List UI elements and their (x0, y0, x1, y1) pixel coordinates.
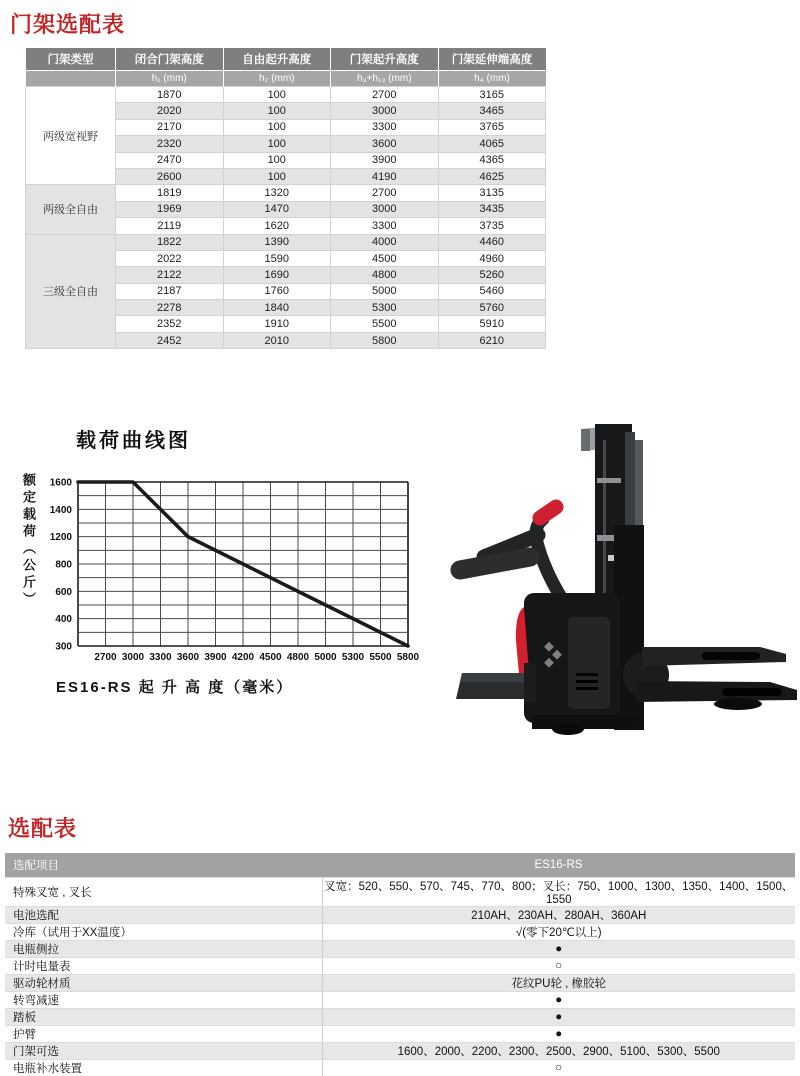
mast-table-cell: 1840 (223, 300, 331, 316)
mast-table-cell: 1870 (116, 87, 224, 103)
mast-table-cell: 4365 (438, 152, 546, 168)
y-tick-label: 600 (55, 587, 72, 598)
mast-table-cell: 5760 (438, 300, 546, 316)
subheader-h3: h₃+h₁₃ (mm) (331, 71, 439, 87)
mast-table-cell: 5000 (331, 283, 439, 299)
option-value: ○ (322, 958, 795, 975)
option-value: ● (322, 992, 795, 1009)
mast-table-row (26, 185, 546, 201)
option-label: 护臂 (5, 1026, 322, 1043)
options-table-row (5, 958, 795, 975)
mast-table-cell: 2470 (116, 152, 224, 168)
mast-table-cell: 2452 (116, 332, 224, 348)
mast-table-row (26, 234, 546, 250)
mast-table-title: 门架选配表 (10, 8, 125, 39)
y-tick-label: 300 (55, 642, 72, 653)
y-tick-label: 1200 (50, 532, 73, 543)
option-label: 计时电量表 (5, 958, 322, 975)
mast-table-cell: 2022 (116, 250, 224, 266)
mast-table-cell: 4460 (438, 234, 546, 250)
options-table-body (5, 878, 795, 1076)
options-table-title: 选配表 (8, 812, 77, 843)
y-tick-label: 800 (55, 560, 72, 571)
mast-table-cell: 3900 (331, 152, 439, 168)
mast-table-cell: 2010 (223, 332, 331, 348)
mast-group-label: 三级全自由 (26, 234, 116, 349)
option-value: ● (322, 1026, 795, 1043)
mast-table-cell: 4000 (331, 234, 439, 250)
mast-table-cell: 5260 (438, 267, 546, 283)
y-tick-label: 1400 (50, 505, 73, 516)
x-tick-label: 3000 (122, 652, 145, 663)
mast-table-cell: 5300 (331, 300, 439, 316)
mast-table-cell: 3600 (331, 136, 439, 152)
mast-table-cell: 1822 (116, 234, 224, 250)
mast-table-cell: 4625 (438, 168, 546, 184)
options-table-row (5, 924, 795, 941)
mast-table-cell: 100 (223, 103, 331, 119)
col-header-free-lift: 自由起升高度 (223, 48, 331, 71)
mast-table-cell: 3000 (331, 201, 439, 217)
option-value: √(零下20℃以上) (322, 924, 795, 941)
col-header-extended-height: 门架延伸端高度 (438, 48, 546, 71)
mast-table-cell: 3435 (438, 201, 546, 217)
mast-table-cell: 2700 (331, 185, 439, 201)
options-table-row (5, 1026, 795, 1043)
y-tick-label: 400 (55, 614, 72, 625)
mast-table-cell: 1760 (223, 283, 331, 299)
mast-table-cell: 2700 (331, 87, 439, 103)
mast-table-subheader-row (26, 71, 546, 87)
mast-table-row (26, 87, 546, 103)
option-label: 踏板 (5, 1009, 322, 1026)
subheader-h1: h₁ (mm) (116, 71, 224, 87)
mast-table-cell: 100 (223, 119, 331, 135)
option-label: 电池选配 (5, 907, 322, 924)
subheader-h4: h₄ (mm) (438, 71, 546, 87)
x-tick-label: 3300 (149, 652, 172, 663)
chart-y-axis-label: 额定载荷（公斤） (22, 473, 35, 633)
option-label: 特殊叉宽 , 叉长 (5, 878, 322, 907)
x-tick-label: 5500 (369, 652, 392, 663)
x-tick-label: 5000 (314, 652, 337, 663)
mast-table-cell: 1470 (223, 201, 331, 217)
subheader-h2: h₂ (mm) (223, 71, 331, 87)
product-image (440, 385, 800, 740)
mast-table-cell: 4065 (438, 136, 546, 152)
mast-table-cell: 1690 (223, 267, 331, 283)
options-table-row (5, 975, 795, 992)
options-table-header-row (5, 853, 795, 878)
mast-table-cell: 2020 (116, 103, 224, 119)
mast-table-cell: 2600 (116, 168, 224, 184)
option-label: 门架可选 (5, 1043, 322, 1060)
mast-group-label: 两级宽视野 (26, 87, 116, 185)
mast-table-cell: 2122 (116, 267, 224, 283)
mast-table-cell: 1969 (116, 201, 224, 217)
options-table-row (5, 1009, 795, 1026)
mast-table-cell: 3135 (438, 185, 546, 201)
mast-table-cell: 1910 (223, 316, 331, 332)
mast-selection-table (25, 48, 546, 349)
load-curve-chart (20, 460, 420, 675)
col-header-mast-type: 门架类型 (26, 48, 116, 71)
mast-table-cell: 2119 (116, 218, 224, 234)
mast-table-cell: 5800 (331, 332, 439, 348)
mast-group-label: 两级全自由 (26, 185, 116, 234)
option-label: 电瓶补水装置 (5, 1060, 322, 1076)
mast-table-cell: 4800 (331, 267, 439, 283)
mast-table-header-row (26, 48, 546, 71)
mast-table-cell: 4960 (438, 250, 546, 266)
mast-table-cell: 100 (223, 87, 331, 103)
mast-table-cell: 2278 (116, 300, 224, 316)
subheader-empty (26, 71, 116, 87)
mast-table-cell: 1590 (223, 250, 331, 266)
option-value: 1600、2000、2200、2300、2500、2900、5100、5300、5500 (322, 1043, 795, 1060)
mast-table-cell: 5500 (331, 316, 439, 332)
option-value: 叉宽：520、550、570、745、770、800；叉长：750、1000、1300、1350、1400、1500、1550 (322, 878, 795, 907)
col-header-closed-height: 闭合门架高度 (116, 48, 224, 71)
x-tick-label: 3600 (177, 652, 200, 663)
options-table-row (5, 907, 795, 924)
x-tick-label: 5800 (397, 652, 420, 663)
option-value: 210AH、230AH、280AH、360AH (322, 907, 795, 924)
mast-table-cell: 3165 (438, 87, 546, 103)
mast-table-cell: 1390 (223, 234, 331, 250)
option-label: 驱动轮材质 (5, 975, 322, 992)
mast-table-cell: 100 (223, 168, 331, 184)
mast-table-cell: 1320 (223, 185, 331, 201)
mast-table-cell: 4500 (331, 250, 439, 266)
options-header-model: ES16-RS (322, 853, 795, 878)
option-value: ○ (322, 1060, 795, 1076)
y-tick-label: 1600 (50, 478, 73, 489)
mast-table-cell: 2320 (116, 136, 224, 152)
option-label: 转弯减速 (5, 992, 322, 1009)
mast-table-cell: 3465 (438, 103, 546, 119)
mast-table-cell: 1620 (223, 218, 331, 234)
mast-table-cell: 6210 (438, 332, 546, 348)
mast-table-cell: 2187 (116, 283, 224, 299)
options-header-item: 选配项目 (5, 853, 322, 878)
options-table-row (5, 878, 795, 907)
mast-table-cell: 3300 (331, 119, 439, 135)
option-value: ● (322, 941, 795, 958)
x-tick-label: 3900 (204, 652, 227, 663)
option-value: 花纹PU轮 , 橡胶轮 (322, 975, 795, 992)
x-tick-label: 2700 (94, 652, 117, 663)
x-tick-label: 4800 (287, 652, 310, 663)
x-tick-label: 5300 (342, 652, 365, 663)
chart-x-axis-label: ES16-RS 起 升 高 度（毫米） (56, 676, 293, 697)
option-label: 冷库（试用于XX温度） (5, 924, 322, 941)
mast-table-cell: 5460 (438, 283, 546, 299)
option-label: 电瓶侧拉 (5, 941, 322, 958)
mast-table-cell: 100 (223, 136, 331, 152)
chart-title: 载荷曲线图 (76, 424, 191, 453)
mast-table-cell: 3000 (331, 103, 439, 119)
options-table-row (5, 941, 795, 958)
mast-table-cell: 1819 (116, 185, 224, 201)
mast-table-cell: 3765 (438, 119, 546, 135)
mast-table-cell: 100 (223, 152, 331, 168)
forks (623, 647, 797, 710)
mast-table-cell: 3735 (438, 218, 546, 234)
mast-table-cell: 2352 (116, 316, 224, 332)
options-table-row (5, 992, 795, 1009)
mast-table-body (26, 87, 546, 349)
mast-table-cell: 3300 (331, 218, 439, 234)
x-tick-label: 4200 (232, 652, 255, 663)
x-tick-label: 4500 (259, 652, 282, 663)
options-table-row (5, 1060, 795, 1076)
mast-table-cell: 2170 (116, 119, 224, 135)
options-table-row (5, 1043, 795, 1060)
mast-table-cell: 5910 (438, 316, 546, 332)
options-table (5, 853, 795, 1076)
col-header-lift-height: 门架起升高度 (331, 48, 439, 71)
mast-table-cell: 4190 (331, 168, 439, 184)
option-value: ● (322, 1009, 795, 1026)
foot-platform (456, 663, 536, 703)
